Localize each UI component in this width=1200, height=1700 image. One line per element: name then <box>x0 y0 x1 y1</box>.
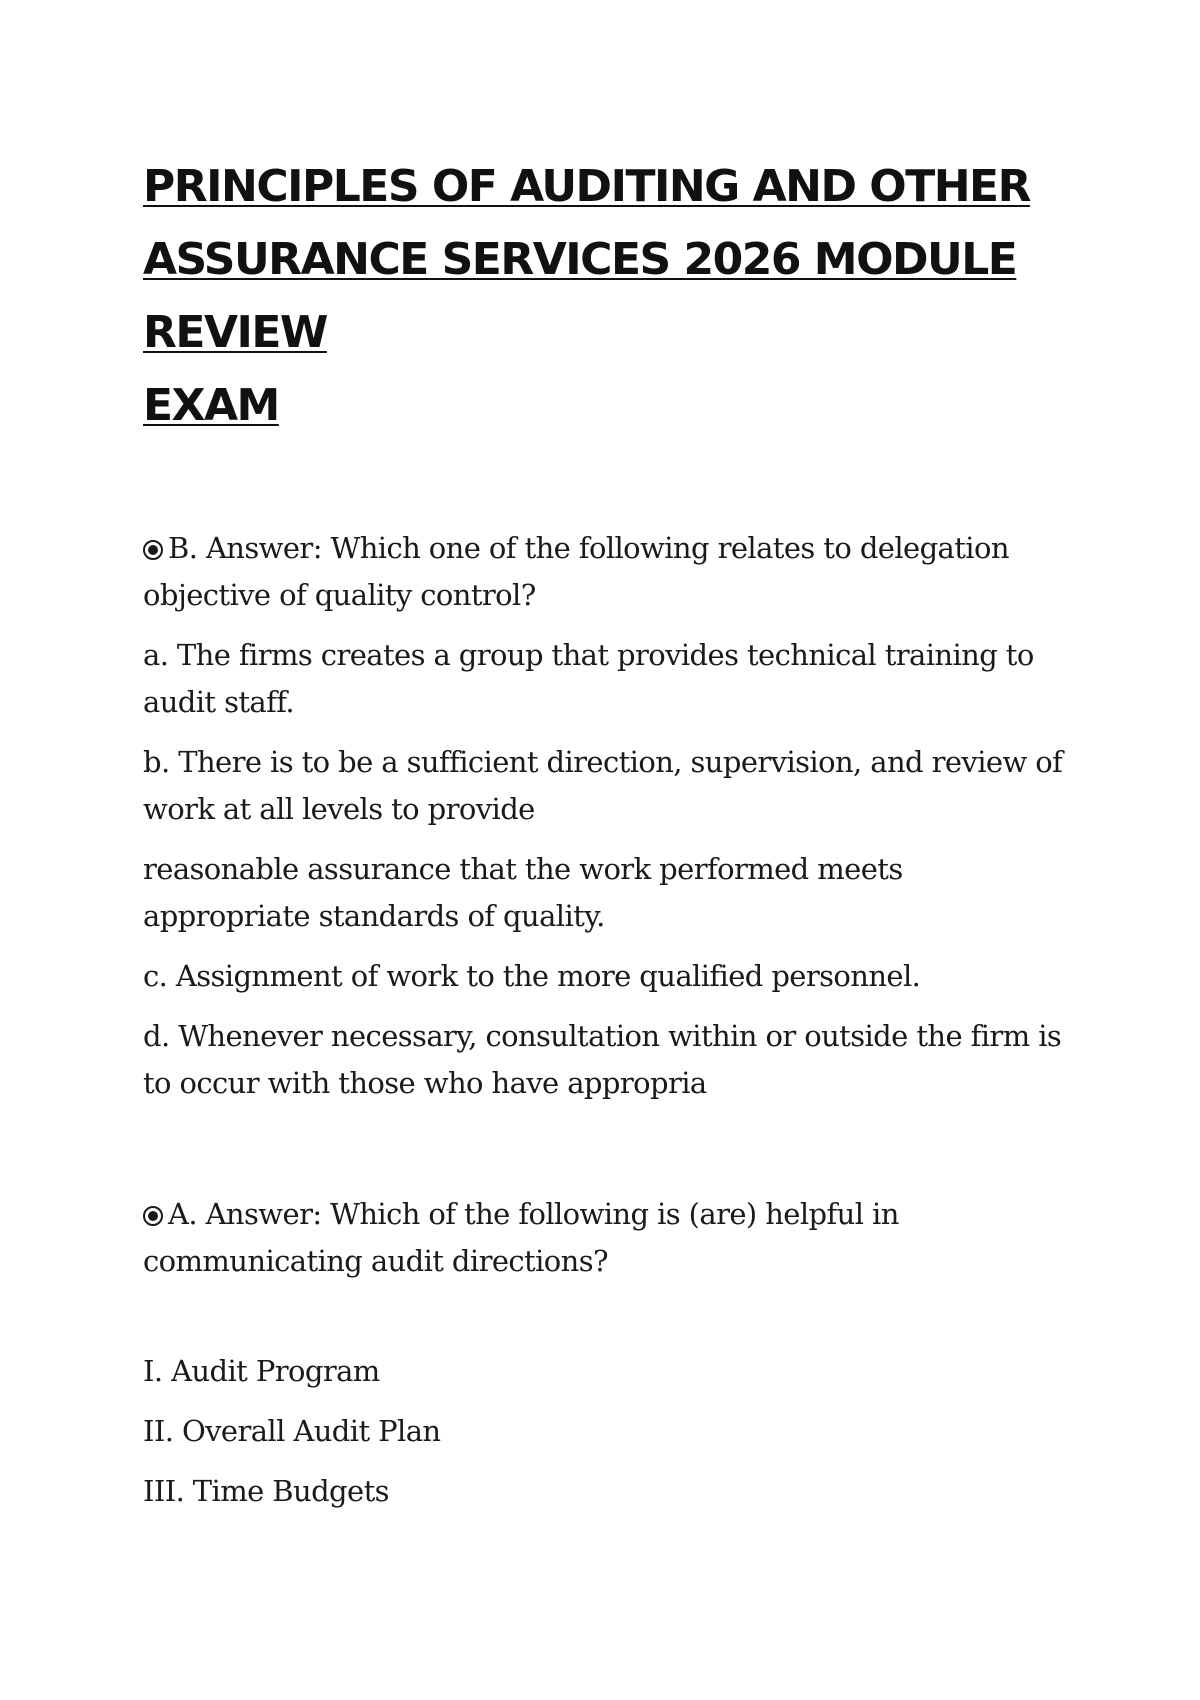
option-b: b. There is to be a sufficient direction, supervision, and review of work at all levels to provide <box>143 745 1063 826</box>
radio-filled-icon <box>143 1206 163 1226</box>
question-prompt-text: A. Answer: Which of the following is (are) helpful in communicating audit directions? <box>143 1197 899 1278</box>
option-b-continued: reasonable assurance that the work performed meets appropriate standards of quality. <box>143 852 903 933</box>
document-page <box>143 150 1073 1515</box>
option-c: c. Assignment of work to the more qualified personnel. <box>143 959 921 993</box>
question-prompt <box>143 1191 1073 1285</box>
radio-filled-icon <box>143 540 163 560</box>
title-line-2: ASSURANCE SERVICES 2026 MODULE REVIEW <box>143 234 1017 358</box>
question-block-1 <box>143 525 1073 1107</box>
title-line-1: PRINCIPLES OF AUDITING AND OTHER <box>143 161 1030 212</box>
list-item-3: III. Time Budgets <box>143 1474 389 1508</box>
question-block-2 <box>143 1191 1073 1515</box>
question-prompt-text: B. Answer: Which one of the following relates to delegation objective of quality control? <box>143 531 1009 612</box>
document-title <box>143 150 1073 442</box>
option-d: d. Whenever necessary, consultation within or outside the firm is to occur with those who have appropria <box>143 1019 1062 1100</box>
title-line-3: EXAM <box>143 380 279 431</box>
list-item-2: II. Overall Audit Plan <box>143 1414 441 1448</box>
option-a: a. The firms creates a group that provides technical training to audit staff. <box>143 638 1034 719</box>
question-prompt <box>143 525 1073 619</box>
list-item-1: I. Audit Program <box>143 1354 380 1388</box>
